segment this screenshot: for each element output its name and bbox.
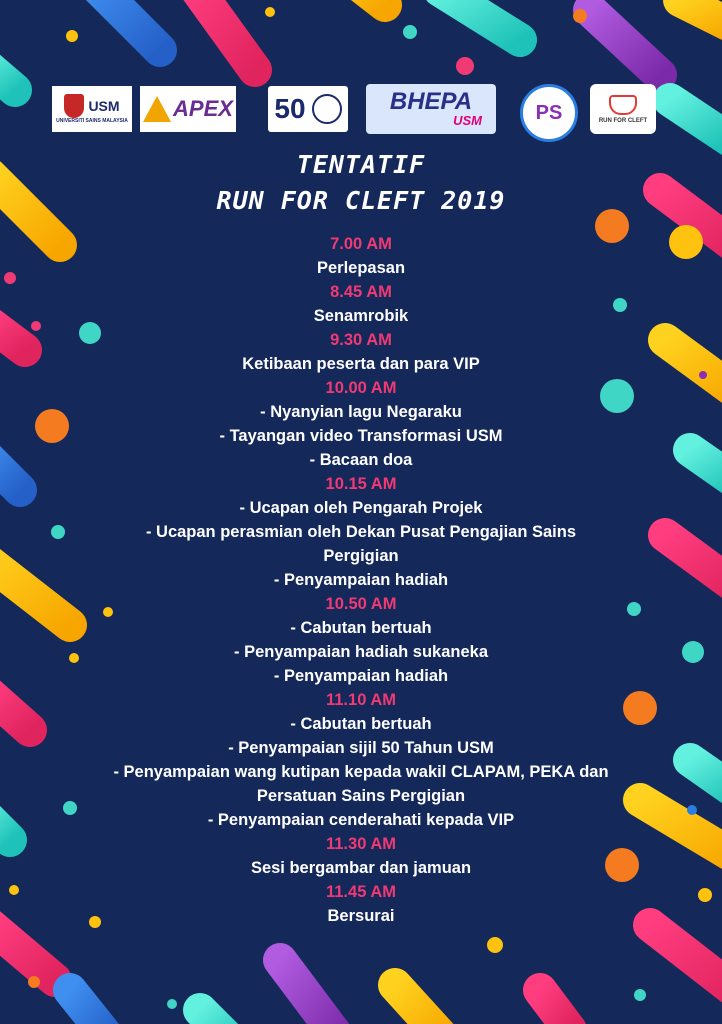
schedule-time: 11.45 AM (325, 883, 396, 901)
schedule-item: Pergigian (323, 547, 399, 565)
schedule-time: 7.00 AM (330, 235, 392, 253)
schedule-item: - Penyampaian hadiah sukaneka (233, 643, 489, 661)
ps-logo-text: PS (535, 101, 563, 124)
usm-logo-caption: UNIVERSITI SAINS MALAYSIA (56, 118, 128, 124)
run-for-cleft-logo (590, 84, 656, 134)
schedule-time: 10.00 AM (325, 379, 397, 397)
schedule-item: - Ucapan perasmian oleh Dekan Pusat Pengajian Sains (145, 523, 577, 541)
apex-logo (140, 86, 236, 132)
schedule-item: Bersurai (327, 907, 395, 925)
schedule-time: 11.10 AM (325, 691, 396, 709)
schedule-item: - Bacaan doa (309, 451, 413, 469)
schedule-item: - Cabutan bertuah (290, 715, 432, 733)
run-for-cleft-logo-text: RUN FOR CLEFT (598, 117, 648, 124)
schedule-block (20, 232, 702, 280)
schedule-time: 10.15 AM (325, 475, 397, 493)
bhepa-usm-logo (366, 84, 496, 134)
schedule-item: - Penyampaian cenderahati kepada VIP (207, 811, 515, 829)
schedule-item: - Penyampaian hadiah (273, 667, 449, 685)
schedule-item: - Penyampaian hadiah (273, 571, 449, 589)
schedule-time: 10.50 AM (325, 595, 397, 613)
schedule-time: 11.30 AM (325, 835, 396, 853)
schedule-item: Ketibaan peserta dan para VIP (242, 355, 480, 373)
schedule-block (20, 688, 702, 832)
schedule-time: 8.45 AM (330, 283, 392, 301)
usm-crest-icon (64, 94, 84, 118)
schedule-item: Perlepasan (316, 259, 406, 277)
logo-row (0, 78, 722, 148)
bhepa-logo-text: BHEPA (389, 88, 473, 115)
schedule-block (20, 328, 702, 376)
schedule-time: 9.30 AM (330, 331, 392, 349)
schedule-item: - Tayangan video Transformasi USM (219, 427, 503, 445)
schedule-block (20, 832, 702, 880)
smiley-face-icon (609, 95, 637, 115)
schedule-block (20, 472, 702, 592)
schedule-item: Sesi bergambar dan jamuan (250, 859, 472, 877)
schedule-item: - Penyampaian wang kutipan kepada wakil CLAPAM, PEKA dan (113, 763, 609, 781)
bhepa-usm-subtext: USM (453, 113, 482, 128)
schedule-item: Persatuan Sains Pergigian (256, 787, 466, 805)
apex-logo-text: APEX (173, 96, 233, 121)
apex-triangle-icon (143, 96, 171, 122)
fifty-years-text: 50 (274, 93, 306, 124)
schedule-block (20, 376, 702, 472)
schedule-block (20, 592, 702, 688)
schedule-item: - Penyampaian sijil 50 Tahun USM (228, 739, 494, 757)
schedule-item: - Ucapan oleh Pengarah Projek (239, 499, 483, 517)
schedule-list (20, 232, 702, 928)
schedule-block (20, 880, 702, 928)
schedule-item: - Cabutan bertuah (290, 619, 432, 637)
usm-seal-icon (312, 94, 342, 124)
schedule-item: Senamrobik (313, 307, 409, 325)
title-line-1: TENTATIF (296, 150, 426, 179)
usm-logo (52, 86, 132, 132)
ps-logo (520, 84, 578, 142)
usm-50-years-logo (268, 86, 348, 132)
usm-logo-text: USM (88, 98, 120, 114)
title-line-2: RUN FOR CLEFT 2019 (216, 186, 506, 215)
schedule-block (20, 280, 702, 328)
schedule-item: - Nyanyian lagu Negaraku (260, 403, 462, 421)
